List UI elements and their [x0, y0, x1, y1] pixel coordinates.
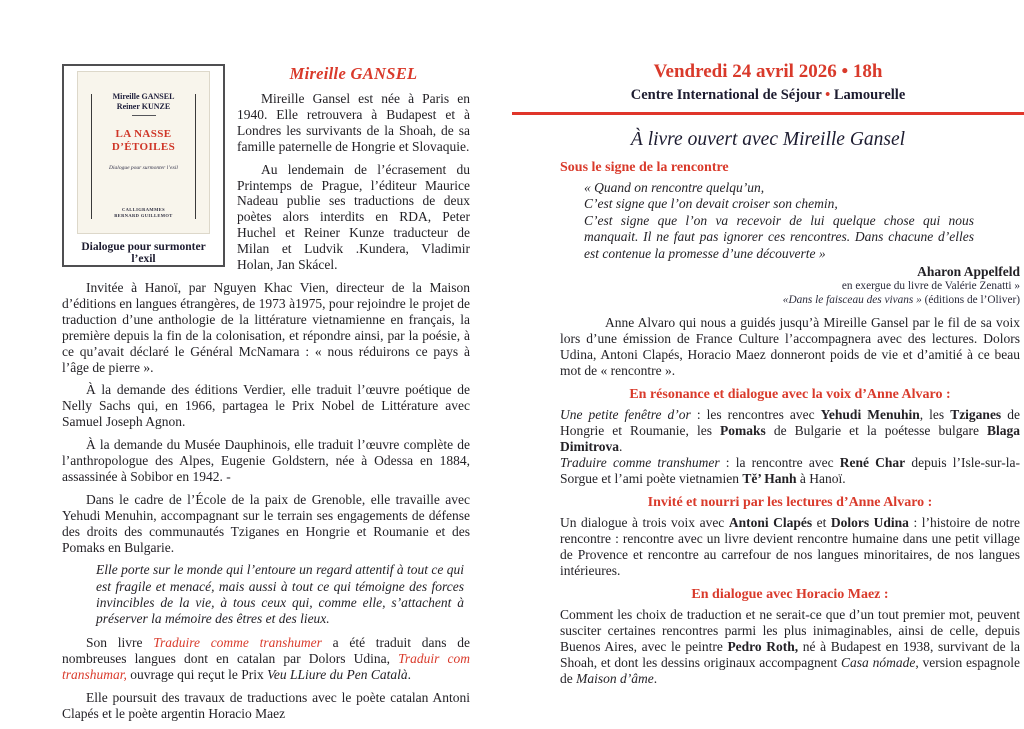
bio-paragraph: À la demande du Musée Dauphinois, elle traduit l’œuvre complète de l’anthropologue des Alpes, Eugenie Goldstern, née à Odessa en 1884, assassinée à Sobibor en 1942. -	[62, 437, 470, 484]
bio-paragraph-son-livre: Son livre Traduire comme transhumer a été traduit dans de nombreuses langues dont en catalan par Dolors Udina, Traduir com transhumar, ouvrage qui reçut le Prix Veu LLiure du Pen Català.	[62, 635, 471, 683]
bio-italic-quote: Elle porte sur le monde qui l’entoure un regard attentif à tout ce qui est fragile et menacé, mais aussi à tout ce qui témoigne des forces invincibles de la vie, à tous ceux qui, comme elle, s’attachent à préserver la mémoire des êtres et des lieux.	[96, 562, 464, 627]
book-cover-frame	[62, 64, 225, 267]
heading-invite: Invité et nourri par les lectures d’Anne Alvaro :	[647, 494, 933, 510]
book-cover-author1: Mireille GANSEL	[112, 92, 175, 101]
book-cover-author2: Reiner KUNZE	[116, 102, 171, 111]
bio-paragraph: Dans le cadre de l’École de la paix de Grenoble, elle travaille avec Yehudi Menuhin, accompagnant sur le terrain ses engagements de défense des droits des communautés Tziganes en Hongrie et Roumanie et des Pomaks en Bulgarie.	[62, 491, 470, 555]
event-body	[560, 160, 1020, 687]
book-cover-subtitle: Dialogue pour surmonter l’exil	[109, 165, 178, 171]
bio-paragraph: Au lendemain de l’écrasement du Printemps de Prague, l’éditeur Maurice Nadeau publie ses traductions de deux poètes alors interdits en RDA, Peter Huchel et Reiner Kunze traducteur de Milan et Ludvik .Kundera, Vladimir Holan, Jan Skácel.	[237, 161, 470, 273]
book-cover	[77, 71, 210, 234]
book-cover-publisher-line2: BERNARD GUILLEMOT	[114, 213, 173, 218]
red-divider-rule	[512, 112, 1024, 115]
attribution-name: Aharon Appelfeld	[917, 264, 1020, 280]
bio-title: Mireille GANSEL	[289, 64, 418, 83]
epigraph-line: C’est signe que l’on devait croiser son chemin,	[584, 196, 838, 212]
epigraph-quote	[584, 180, 974, 262]
event-date: Vendredi 24 avril 2026 • 18h	[653, 61, 883, 82]
bio-paragraph: Invitée à Hanoï, par Nguyen Khac Vien, directeur de la Maison d’éditions en langues étrangères, de 1973 à1975, pour rejoindre le projet de traduction d’une anthologie de la littérature vietnamienne en français, la première depuis la fin de la colonisation, et répondre ainsi, par la poésie, à ce qu’avait déclaré le Général McNamara : « nous réduirons ce pays à l’âge de pierre ».	[62, 279, 470, 375]
heading-sign: Sous le signe de la rencontre	[560, 160, 729, 175]
attribution-source-line1: en exergue du livre de Valérie Zenatti »	[841, 280, 1020, 293]
paragraph-invite: Un dialogue à trois voix avec Antoni Clapés et Dolors Udina : l’histoire de notre rencontre : rencontre avec un livre devient rencontre humaine dans une petit village de Provence et rencontre au carrefour de nos langues minoritaires, de nos langues intérieures.	[560, 514, 1020, 578]
left-page	[62, 60, 470, 729]
book-cover-title: LA NASSE D’ÉTOILES	[111, 128, 176, 153]
book-cover-caption: Dialogue pour surmonter l’exil	[81, 241, 206, 265]
heading-resonance: En résonance et dialogue avec la voix d’Anne Alvaro :	[629, 386, 951, 402]
event-title: À livre ouvert avec Mireille Gansel	[630, 129, 906, 150]
attribution-source-line2: «Dans le faisceau des vivans » (éditions de l’Oliver)	[782, 293, 1020, 306]
epigraph-line: C’est signe que l’on va recevoir de lui quelque chose qui nous manquait. Il ne faut pas ignorer ces rencontres. Dans chacune d’elles est contenue la promesse d’une découverte »	[584, 212, 974, 261]
heading-horacio: En dialogue avec Horacio Maez :	[691, 586, 889, 602]
book-cover-authors	[78, 92, 209, 112]
book-cover-publisher	[78, 207, 209, 219]
paragraph-resonance-1: Une petite fenêtre d’or : les rencontres avec Yehudi Menuhin, les Tziganes de Hongrie et Roumanie, les Pomaks de Bulgarie et la poétesse bulgare Blaga Dimitrova.	[560, 406, 1021, 454]
bio-paragraph: Mireille Gansel est née à Paris en 1940. Elle retrouvera à Budapest et à Londres les survivants de la Shoah, de sa famille paternelle de Hongrie et Slovaquie.	[237, 91, 470, 154]
bio-paragraph-closing: Elle poursuit des travaux de traductions avec le poète catalan Antoni Clapés et le poète argentin Horacio Maez	[62, 690, 470, 721]
epigraph-line: « Quand on rencontre quelqu’un,	[584, 180, 765, 195]
book-cover-rule	[132, 115, 156, 116]
book-cover-publisher-line1: CALLIGRAMMES	[121, 207, 166, 212]
paragraph-anne-alvaro: Anne Alvaro qui nous a guidés jusqu’à Mireille Gansel par le fil de sa voix lors d’une émission de France Culture l’accompagnera avec des lectures. Dolors Udina, Antoni Clapés, Horacio Maez donneront poids de vie et d’amitié à ce beau mot de « rencontre ».	[560, 314, 1020, 378]
bio-paragraph: À la demande des éditions Verdier, elle traduit l’œuvre poétique de Nelly Sachs qui, en 1966, partagea le Prix Nobel de Littérature avec Samuel Joseph Agnon.	[62, 382, 470, 430]
right-page	[512, 60, 1024, 687]
event-venue: Centre International de Séjour • Lamourelle	[630, 87, 906, 103]
paragraph-horacio: Comment les choix de traduction et ne serait-ce que d’un tout premier mot, peuvent susciter certaines rencontres parmi les plus inimaginables, ainsi de celle, depuis Buenos Aires, avec le peintre Pedro Roth, né à Budapest en 1938, survivant de la Shoah, et dont les dessins originaux accompagnent Casa nómade, version espagnole de Maison d’âme.	[560, 606, 1020, 686]
epigraph-attribution	[560, 264, 1020, 308]
paragraph-resonance-2: Traduire comme transhumer : la rencontre avec René Char depuis l’Isle-sur-la- Sorgue et l’ami poète vietnamien Tě’ Hanh à Hanoï.	[560, 454, 1021, 486]
